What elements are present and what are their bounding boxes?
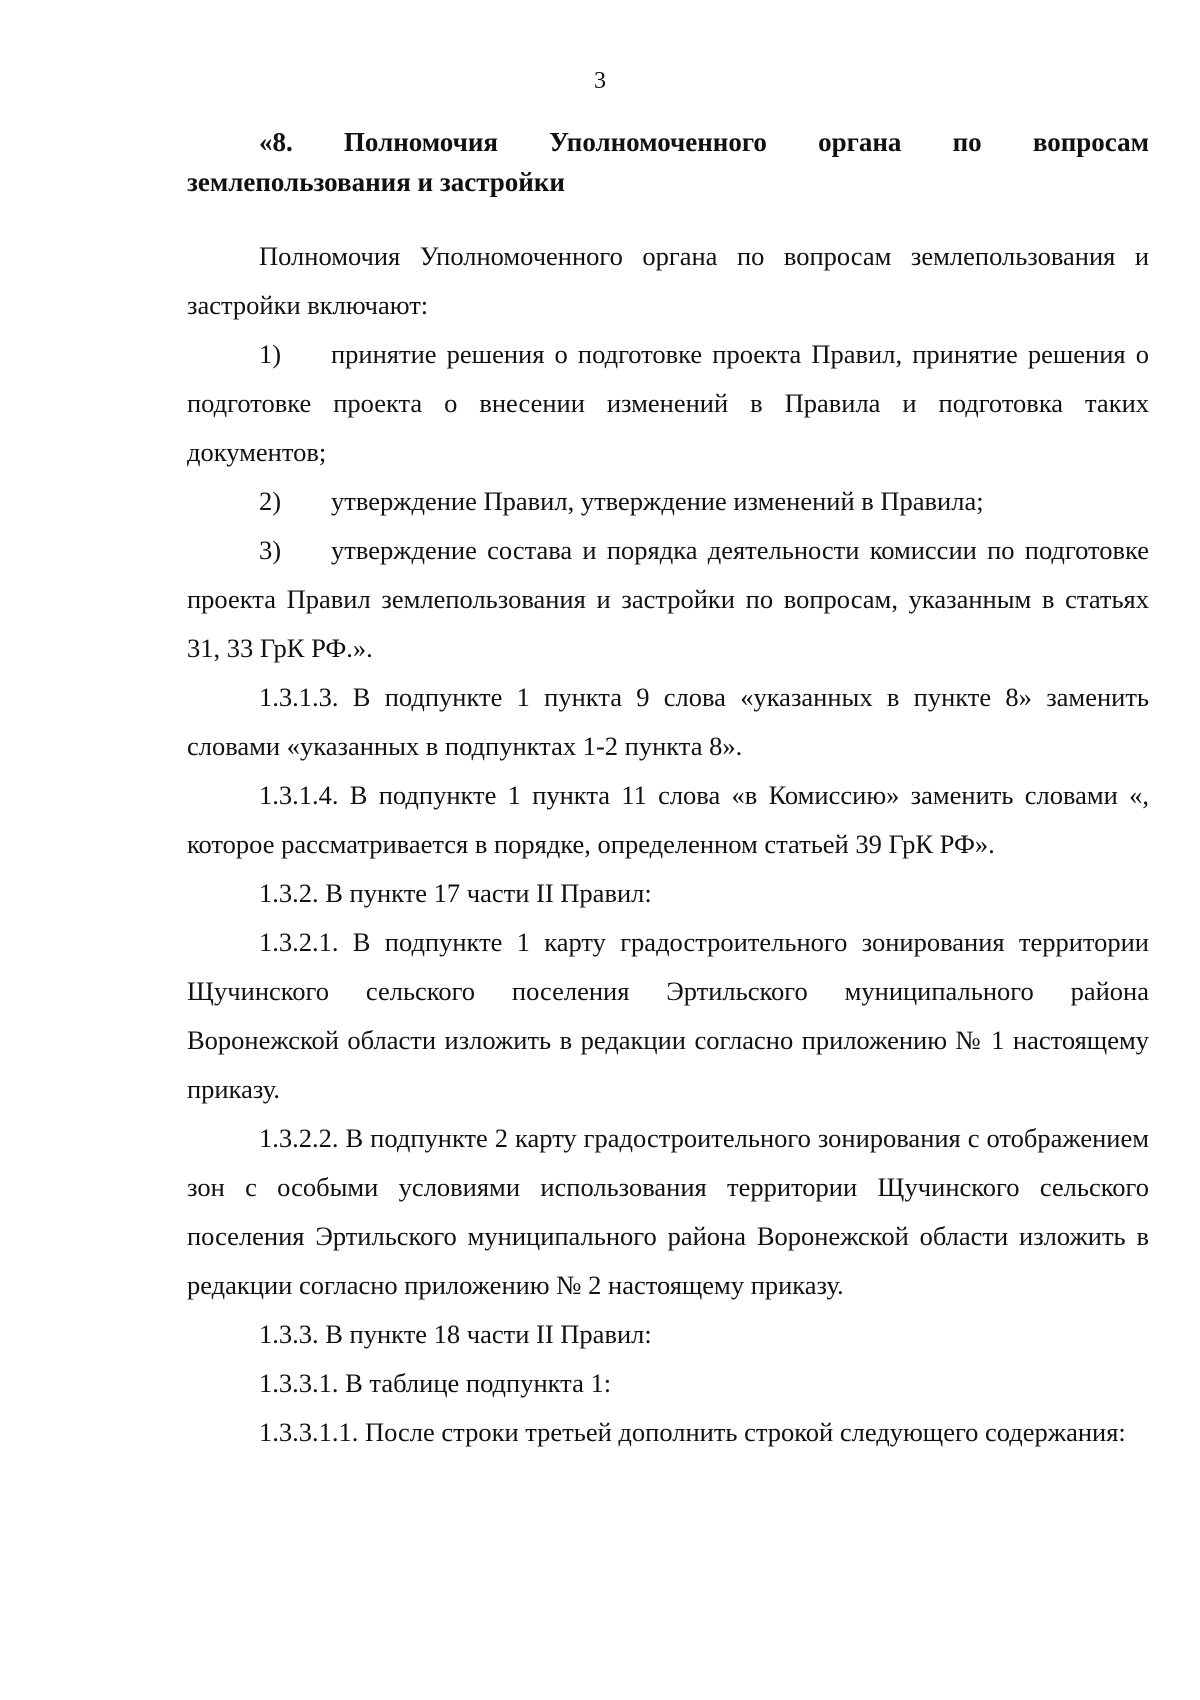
paragraph: 1.3.3.1.1. После строки третьей дополнить строкой следующего содержания: — [259, 1417, 1126, 1447]
list-item-text: утверждение Правил, утверждение изменений в Правила; — [331, 486, 984, 516]
list-item — [187, 330, 1149, 477]
paragraph: 1.3.1.3. В подпункте 1 пункта 9 слова «указанных в пункте 8» заменить словами «указанных в подпунктах 1-2 пункта 8». — [187, 682, 1149, 761]
page-number: 3 — [594, 68, 606, 94]
intro-paragraph: Полномочия Уполномоченного органа по вопросам землепользования и застройки включают: — [187, 241, 1149, 320]
list-item-text: принятие решения о подготовке проекта Правил, принятие решения о подготовке проекта о внесении изменений в Правила и подготовка таких документов; — [187, 339, 1149, 467]
list-item-number: 2) — [259, 486, 282, 516]
list-item-number: 1) — [259, 339, 282, 369]
paragraph: 1.3.2.1. В подпункте 1 карту градостроительного зонирования территории Щучинского сельского поселения Эртильского муниципального района Воронежской области изложить в редакции согласно приложению № 1 настоящему приказу. — [187, 927, 1149, 1104]
list-item — [187, 477, 1149, 526]
list-item-number: 3) — [259, 535, 282, 565]
paragraph: 1.3.2. В пункте 17 части II Правил: — [259, 878, 652, 908]
list-item — [187, 526, 1149, 673]
paragraph: 1.3.3.1. В таблице подпункта 1: — [259, 1368, 612, 1398]
document-body — [187, 122, 1149, 1457]
paragraph: 1.3.1.4. В подпункте 1 пункта 11 слова «в Комиссию» заменить словами «, которое рассматривается в порядке, определенном статьей 39 ГрК РФ». — [187, 780, 1149, 859]
section-heading: «8. Полномочия Уполномоченного органа по вопросам землепользования и застройки — [187, 127, 1149, 197]
paragraph: 1.3.2.2. В подпункте 2 карту градостроительного зонирования с отображением зон с особыми условиями использования территории Щучинского сельского поселения Эртильского муниципального района Воронежской области изложить в редакции согласно приложению № 2 настоящему приказу. — [187, 1123, 1149, 1300]
paragraph: 1.3.3. В пункте 18 части II Правил: — [259, 1319, 652, 1349]
list-item-text: утверждение состава и порядка деятельности комиссии по подготовке проекта Правил землепользования и застройки по вопросам, указанным в статьях 31, 33 ГрК РФ.». — [187, 535, 1149, 663]
